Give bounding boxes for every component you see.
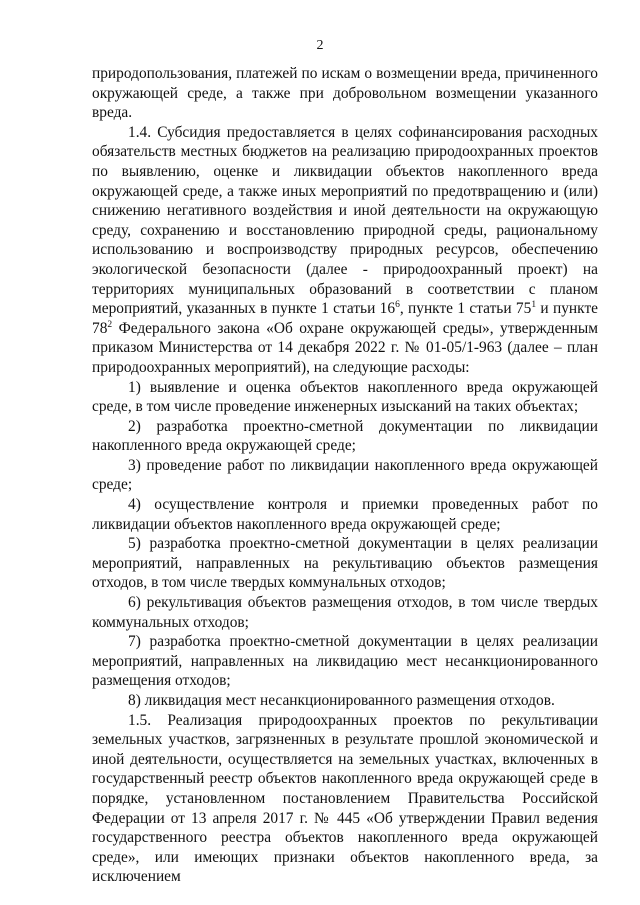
paragraph: 1) выявление и оценка объектов накопленного вреда окружающей среде, в том числе проведение инженерных изысканий на таких объектах;	[92, 378, 598, 416]
page-number: 2	[316, 38, 324, 53]
document-body	[92, 64, 598, 887]
paragraph-text-run: 1.4. Субсидия предоставляется в целях софинансирования расходных обязательств местных бюджетов на реализацию природоохранных проектов по выявлению, оценке и ликвидации объектов накопленного вреда окружающей среде, а также иных мероприятий по предотвращению и (или) снижению негативного воздействия и иной деятельности на окружающую среду, сохранению и восстановлению природной среды, рациональному использованию и воспроизводству природных ресурсов, обеспечению экологической безопасности (далее - природоохранный проект) на территориях муниципальных образований в соответствии с планом мероприятий, указанных в пункте 1 статьи 16	[92, 123, 598, 318]
paragraph: 5) разработка проектно-сметной документации в целях реализации мероприятий, направленных на рекультивацию объектов размещения отходов, в том числе твердых коммунальных отходов;	[92, 535, 598, 592]
footnote-superscript: 1	[531, 300, 537, 311]
paragraph: 2) разработка проектно-сметной документации по ликвидации накопленного вреда окружающей среде;	[92, 417, 598, 455]
paragraph: 8) ликвидация мест несанкционированного размещения отходов.	[128, 692, 555, 709]
paragraph: 6) рекультивация объектов размещения отходов, в том числе твердых коммунальных отходов;	[92, 594, 598, 631]
paragraph	[92, 123, 598, 378]
paragraph: 4) осуществление контроля и приемки проведенных работ по ликвидации объектов накопленного вреда окружающей среде;	[92, 496, 598, 533]
paragraph: 7) разработка проектно-сметной документации в целях реализации мероприятий, направленных на ликвидацию мест несанкционированного размещения отходов;	[92, 633, 598, 690]
paragraph: 3) проведение работ по ликвидации накопленного вреда окружающей среде;	[92, 456, 598, 494]
paragraph-text-run: Федерального закона «Об охране окружающей среды», утвержденным приказом Министерства от 14 декабря 2022 г. № 01-05/1-963 (далее – план природоохранных мероприятий), на следующие расходы:	[92, 319, 598, 376]
paragraph: природопользования, платежей по искам о возмещении вреда, причиненного окружающей среде, а также при добровольном возмещении указанного вреда.	[92, 65, 598, 122]
footnote-superscript: 6	[395, 300, 400, 311]
paragraph-text-run: и пункте 78	[92, 300, 598, 337]
footnote-superscript: 2	[107, 319, 113, 330]
paragraph: 1.5. Реализация природоохранных проектов по рекультивации земельных участков, загрязненных в результате прошлой экономической и иной деятельности, осуществляется на земельных участках, включенных в государственный реестр объектов накопленного вреда окружающей среде в порядке, установленном постановлением Правительства Российской Федерации от 13 апреля 2017 г. № 445 «Об утверждении Правил ведения государственного реестра объектов накопленного вреда окружающей среде», или имеющих признаки объектов накопленного вреда, за исключением	[92, 711, 598, 886]
paragraph-text-run: , пункте 1 статьи 75	[399, 300, 532, 318]
